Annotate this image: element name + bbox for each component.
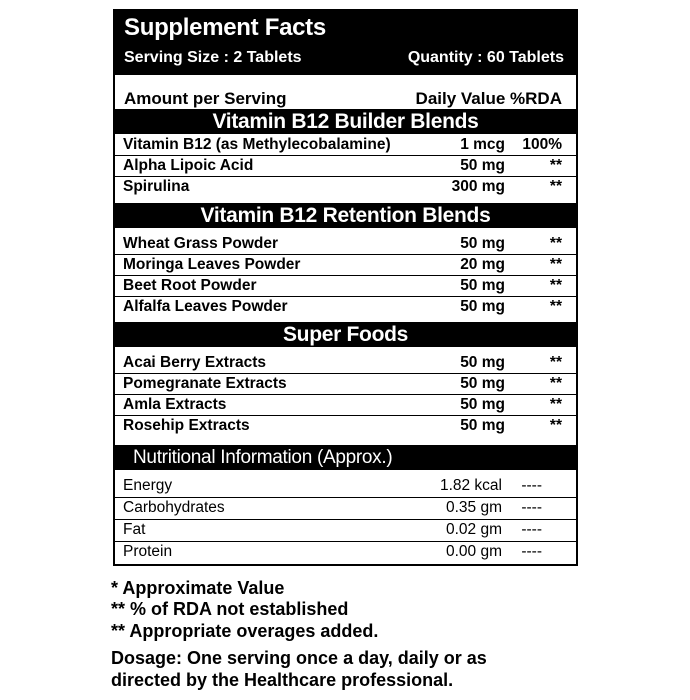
nutrient-name: Protein (123, 543, 173, 560)
table-row (115, 416, 576, 436)
quantity: Quantity : 60 Tablets (407, 49, 564, 66)
ingredient-amount: 50 mg (460, 157, 505, 174)
footnote-approx: * Approximate Value (111, 578, 285, 598)
table-row (115, 234, 576, 254)
ingredient-dv: ** (549, 157, 562, 174)
nutrient-name: Energy (123, 477, 173, 494)
nutrient-name: Fat (123, 521, 146, 538)
ingredient-dv: ** (549, 354, 562, 371)
nutrient-amount: 0.35 gm (445, 499, 502, 516)
table-row (115, 542, 576, 562)
ingredient-name: Alpha Lipoic Acid (123, 157, 254, 174)
ingredient-amount: 300 mg (451, 178, 505, 195)
amount-per-serving-label: Amount per Serving (124, 89, 287, 108)
ingredient-dv: ** (549, 178, 562, 195)
ingredient-name: Alfalfa Leaves Powder (123, 298, 288, 315)
ingredient-name: Moringa Leaves Powder (123, 256, 301, 273)
nutrient-dv: ---- (521, 521, 542, 538)
ingredient-name: Amla Extracts (123, 396, 227, 413)
ingredient-dv: ** (549, 235, 562, 252)
ingredient-amount: 50 mg (460, 354, 505, 371)
table-row (115, 520, 576, 540)
ingredient-name: Acai Berry Extracts (123, 354, 267, 371)
footnote-overages: ** Appropriate overages added. (111, 621, 379, 641)
ingredient-amount: 1 mcg (460, 136, 505, 153)
ingredient-name: Spirulina (123, 178, 190, 195)
ingredient-name: Vitamin B12 (as Methylecobalamine) (123, 136, 391, 153)
table-row (115, 255, 576, 275)
nutrient-amount: 1.82 kcal (439, 477, 502, 494)
table-row (115, 135, 576, 155)
section-band: Vitamin B12 Builder Blends (115, 109, 576, 134)
dosage-line-1: Dosage: One serving once a day, daily or as (111, 648, 487, 668)
nutrient-dv: ---- (521, 477, 542, 494)
daily-value-label: Daily Value %RDA (415, 89, 562, 108)
ingredient-name: Rosehip Extracts (123, 417, 250, 434)
ingredient-dv: ** (549, 277, 562, 294)
ingredient-dv: ** (549, 375, 562, 392)
facts-header (115, 11, 576, 75)
ingredient-dv: 100% (522, 136, 562, 153)
ingredient-dv: ** (549, 256, 562, 273)
ingredient-name: Beet Root Powder (123, 277, 257, 294)
dosage-line-2: directed by the Healthcare professional. (111, 670, 454, 690)
ingredient-name: Wheat Grass Powder (123, 235, 279, 252)
table-row (115, 156, 576, 176)
nutrient-amount: 0.00 gm (445, 543, 502, 560)
section-band: Nutritional Information (Approx.) (115, 445, 576, 470)
nutrient-dv: ---- (521, 543, 542, 560)
table-row (115, 353, 576, 373)
ingredient-amount: 50 mg (460, 235, 505, 252)
serving-size: Serving Size : 2 Tablets (124, 49, 302, 66)
nutrient-dv: ---- (521, 499, 542, 516)
table-row (115, 395, 576, 415)
ingredient-amount: 50 mg (460, 375, 505, 392)
table-row (115, 177, 576, 197)
facts-title: Supplement Facts (124, 14, 326, 41)
ingredient-dv: ** (549, 417, 562, 434)
table-row (115, 276, 576, 296)
section-band: Super Foods (115, 322, 576, 347)
ingredient-dv: ** (549, 396, 562, 413)
table-row (115, 374, 576, 394)
ingredient-amount: 50 mg (460, 277, 505, 294)
ingredient-amount: 20 mg (460, 256, 505, 273)
nutrient-name: Carbohydrates (123, 499, 225, 516)
supplement-facts-panel (113, 9, 578, 566)
section-band: Vitamin B12 Retention Blends (115, 203, 576, 228)
table-row (115, 297, 576, 317)
ingredient-dv: ** (549, 298, 562, 315)
nutrient-amount: 0.02 gm (445, 521, 502, 538)
footnote-rda: ** % of RDA not established (111, 599, 349, 619)
ingredient-amount: 50 mg (460, 396, 505, 413)
table-row (115, 498, 576, 518)
ingredient-amount: 50 mg (460, 298, 505, 315)
ingredient-amount: 50 mg (460, 417, 505, 434)
ingredient-name: Pomegranate Extracts (123, 375, 287, 392)
amount-per-serving-row (115, 75, 576, 112)
table-row (115, 476, 576, 496)
